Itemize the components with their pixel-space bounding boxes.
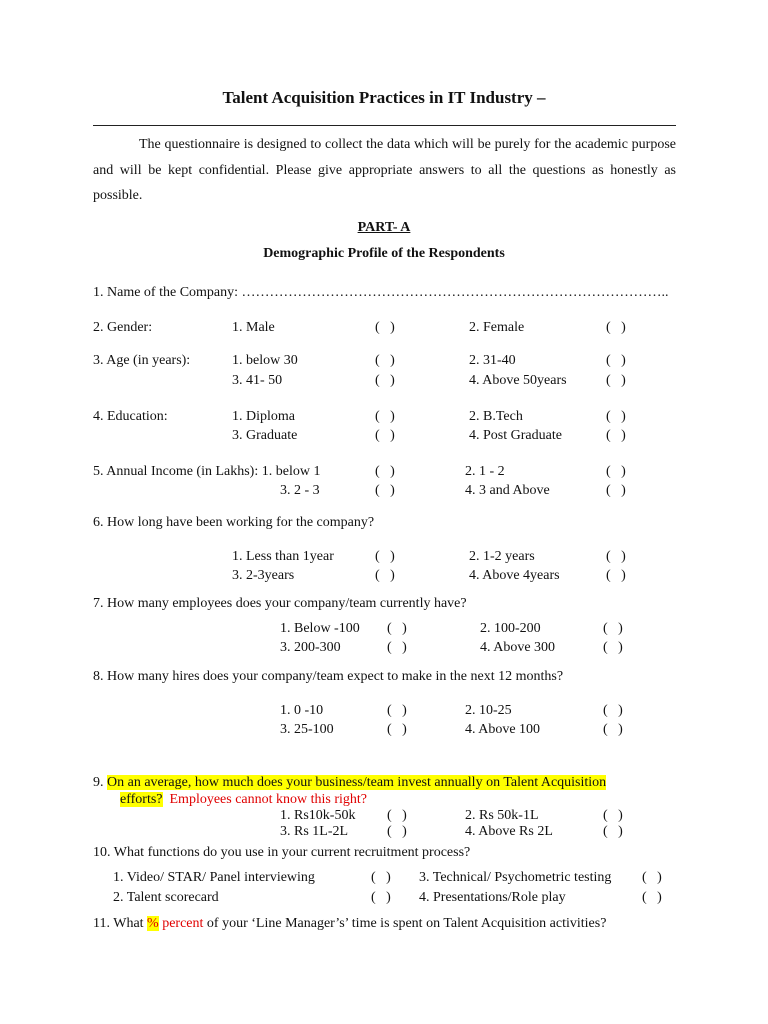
q7-checkbox-1[interactable]: ( ): [387, 621, 407, 636]
q7-label: 7. How many employees does your company/team currently have?: [93, 596, 467, 611]
q9-checkbox-3[interactable]: ( ): [387, 824, 407, 839]
q9-number: 9.: [93, 775, 107, 790]
q8-option-2: 2. 10-25: [465, 703, 512, 718]
q2-checkbox-2[interactable]: ( ): [606, 320, 626, 335]
q6-checkbox-3[interactable]: ( ): [375, 568, 395, 583]
part-heading: PART- A: [357, 220, 411, 235]
q2-option-2: 2. Female: [469, 320, 525, 335]
q3-option-3: 3. 41- 50: [232, 373, 283, 388]
q3-checkbox-2[interactable]: ( ): [606, 353, 626, 368]
q4-option-2: 2. B.Tech: [469, 409, 523, 424]
q9-highlighted-efforts: efforts?: [120, 792, 163, 807]
q10-label: 10. What functions do you use in your current recruitment process?: [93, 845, 471, 860]
q10-option-3: 3. Technical/ Psychometric testing: [419, 870, 612, 885]
q10-checkbox-3[interactable]: ( ): [642, 870, 662, 885]
q5-checkbox-1[interactable]: ( ): [375, 464, 395, 479]
q1-blank[interactable]: ………………………………………………………………………………..: [241, 285, 669, 300]
q10-option-1: 1. Video/ STAR/ Panel interviewing: [113, 870, 315, 885]
q4-option-3: 3. Graduate: [232, 428, 298, 443]
q8-option-3: 3. 25-100: [280, 722, 334, 737]
q5-checkbox-4[interactable]: ( ): [606, 483, 626, 498]
q9-option-3: 3. Rs 1L-2L: [280, 824, 349, 839]
q8-option-1: 1. 0 -10: [280, 703, 324, 718]
q6-label: 6. How long have been working for the company?: [93, 515, 375, 530]
q7-option-2: 2. 100-200: [480, 621, 541, 636]
q8-option-4: 4. Above 100: [465, 722, 541, 737]
q9-checkbox-1[interactable]: ( ): [387, 808, 407, 823]
q6-checkbox-4[interactable]: ( ): [606, 568, 626, 583]
title-divider: [93, 125, 676, 126]
q11-prefix: 11. What: [93, 916, 148, 931]
q3-option-1: 1. below 30: [232, 353, 298, 368]
q4-option-1: 1. Diploma: [232, 409, 295, 424]
q4-option-4: 4. Post Graduate: [469, 428, 562, 443]
q4-checkbox-2[interactable]: ( ): [606, 409, 626, 424]
q7-checkbox-2[interactable]: ( ): [603, 621, 623, 636]
q9-line-1: [93, 775, 606, 791]
q4-label: 4. Education:: [93, 409, 168, 424]
q4-checkbox-4[interactable]: ( ): [606, 428, 626, 443]
q6-option-1: 1. Less than 1year: [232, 549, 334, 564]
q11-line: [93, 916, 606, 932]
q5-option-3: 3. 2 - 3: [280, 483, 320, 498]
q2-label: 2. Gender:: [93, 320, 153, 335]
q8-checkbox-2[interactable]: ( ): [603, 703, 623, 718]
q2-option-1: 1. Male: [232, 320, 275, 335]
q8-label: 8. How many hires does your company/team expect to make in the next 12 months?: [93, 669, 564, 684]
q5-checkbox-3[interactable]: ( ): [375, 483, 395, 498]
q11-suffix: of your ‘Line Manager’s’ time is spent on Talent Acquisition activities?: [203, 916, 607, 931]
q9-line-2: [120, 792, 367, 808]
q7-checkbox-3[interactable]: ( ): [387, 640, 407, 655]
q3-checkbox-1[interactable]: ( ): [375, 353, 395, 368]
q2-checkbox-1[interactable]: ( ): [375, 320, 395, 335]
q8-checkbox-3[interactable]: ( ): [387, 722, 407, 737]
q9-option-2: 2. Rs 50k-1L: [465, 808, 539, 823]
q9-checkbox-2[interactable]: ( ): [603, 808, 623, 823]
intro-paragraph: The questionnaire is designed to collect the data which will be purely for the academic purpose and will be kept confidential. Please give appropriate answers to all the questions as honestly as possible.: [93, 137, 676, 203]
q4-checkbox-3[interactable]: ( ): [375, 428, 395, 443]
document-title: Talent Acquisition Practices in IT Industry –: [222, 88, 546, 107]
q4-checkbox-1[interactable]: ( ): [375, 409, 395, 424]
q3-checkbox-3[interactable]: ( ): [375, 373, 395, 388]
q8-checkbox-4[interactable]: ( ): [603, 722, 623, 737]
q7-option-4: 4. Above 300: [480, 640, 556, 655]
q10-option-4: 4. Presentations/Role play: [419, 890, 566, 905]
q7-option-1: 1. Below -100: [280, 621, 360, 636]
q5-option-2: 2. 1 - 2: [465, 464, 505, 479]
q7-option-3: 3. 200-300: [280, 640, 341, 655]
q7-checkbox-4[interactable]: ( ): [603, 640, 623, 655]
q10-checkbox-2[interactable]: ( ): [371, 890, 391, 905]
q8-checkbox-1[interactable]: ( ): [387, 703, 407, 718]
q5-option-4: 4. 3 and Above: [465, 483, 550, 498]
q9-option-4: 4. Above Rs 2L: [465, 824, 553, 839]
q1-label: 1. Name of the Company:: [93, 285, 242, 300]
q6-option-3: 3. 2-3years: [232, 568, 295, 583]
q9-checkbox-4[interactable]: ( ): [603, 824, 623, 839]
q3-option-2: 2. 31-40: [469, 353, 516, 368]
q6-option-4: 4. Above 4years: [469, 568, 560, 583]
q11-percent-sign: %: [147, 916, 159, 931]
q6-checkbox-2[interactable]: ( ): [606, 549, 626, 564]
q3-label: 3. Age (in years):: [93, 353, 191, 368]
q3-option-4: 4. Above 50years: [469, 373, 567, 388]
q5-label: 5. Annual Income (in Lakhs): 1. below 1: [93, 464, 321, 479]
q6-checkbox-1[interactable]: ( ): [375, 549, 395, 564]
q9-review-comment: Employees cannot know this right?: [169, 792, 368, 807]
q1-line: [93, 285, 669, 301]
q6-option-2: 2. 1-2 years: [469, 549, 535, 564]
q11-percent-word: percent: [158, 916, 204, 931]
q5-checkbox-2[interactable]: ( ): [606, 464, 626, 479]
q3-checkbox-4[interactable]: ( ): [606, 373, 626, 388]
q9-option-1: 1. Rs10k-50k: [280, 808, 356, 823]
q10-checkbox-4[interactable]: ( ): [642, 890, 662, 905]
q9-highlighted-question: On an average, how much does your business/team invest annually on Talent Acquisition: [107, 775, 607, 790]
q10-option-2: 2. Talent scorecard: [113, 890, 219, 905]
section-title: Demographic Profile of the Respondents: [263, 246, 505, 261]
q10-checkbox-1[interactable]: ( ): [371, 870, 391, 885]
